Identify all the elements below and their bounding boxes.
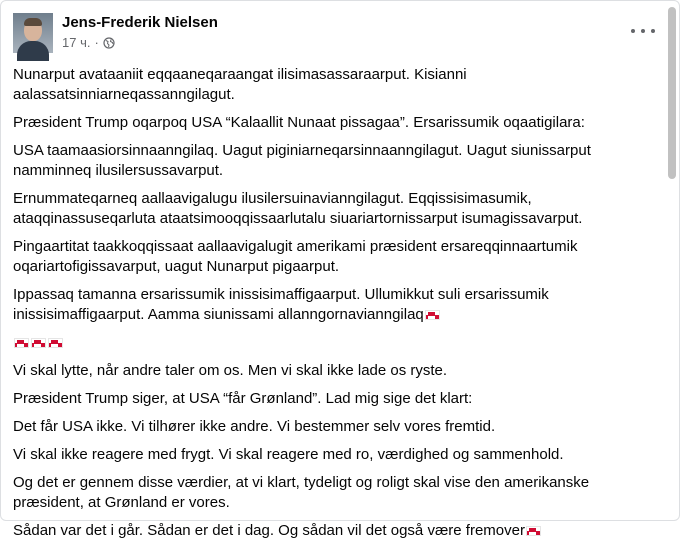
paragraph-10: Vi skal ikke reagere med frygt. Vi skal reagere med ro, værdighed og sammenhold. <box>13 446 564 463</box>
greenland-flag-icon <box>48 338 63 348</box>
paragraph-7: Vi skal lytte, når andre taler om os. Men vi skal ikke lade os ryste. <box>13 362 448 379</box>
author-name[interactable]: Jens-Frederik Nielsen <box>62 14 218 31</box>
paragraph-6-text: Ippassaq tamanna ersarissumik inissisimaffigaarput. Ullumikkut suli ersarissumik inissisimaffigaarput. Aamma siunissami allanngornavianngilaq <box>13 286 549 323</box>
post-content <box>13 65 663 549</box>
scrollbar[interactable] <box>668 7 676 179</box>
meta-separator: · <box>94 35 99 50</box>
paragraph-2: Præsident Trump oqarpoq USA “Kalaallit Nunaat pissagaa”. Ersarissumik oqaatigilara: <box>13 114 585 131</box>
paragraph-4: Ernummateqarneq aallaavigalugu ilusilersuinavianngilagut. Eqqissisimasumik, ataqqinassuseqarluta ataatsimooqqissaarlutalu siuariartornissarput isumagissavarput. <box>13 190 583 227</box>
more-options-icon[interactable] <box>631 23 655 39</box>
paragraph-12 <box>13 521 663 541</box>
paragraph-9: Det får USA ikke. Vi tilhører ikke andre. Vi bestemmer selv vores fremtid. <box>13 418 496 435</box>
paragraph-1: Nunarput avataaniit eqqaaneqaraangat ilisimasassaraarput. Kisianni aalassatsinniarneqassanngilagut. <box>13 66 467 103</box>
post-meta <box>62 13 218 50</box>
paragraph-11: Og det er gennem disse værdier, at vi klart, tydeligt og roligt skal vise den amerikanske præsident, at Grønland er vores. <box>13 474 590 511</box>
paragraph-5: Pingaartitat taakkoqqissaat aallaavigalugit amerikami præsident ersareqqinnaartumik oqariartofigissavarput, uagut Nunarput pigaarput. <box>13 238 578 275</box>
greenland-flag-icon <box>526 526 541 536</box>
greenland-flag-icon <box>425 310 440 320</box>
avatar[interactable] <box>13 13 53 53</box>
paragraph-12-text: Sådan var det i går. Sådan er det i dag. Og sådan vil det også være fremover <box>13 522 525 539</box>
post-time-row <box>62 35 218 50</box>
paragraph-6 <box>13 285 663 325</box>
greenland-flag-icon <box>31 338 46 348</box>
paragraph-8: Præsident Trump siger, at USA “får Grønland”. Lad mig sige det klart: <box>13 390 473 407</box>
paragraph-3: USA taamaasiorsinnaanngilaq. Uagut piginiarneqarsinnaanngilagut. Uagut siunissarput namminneq ilusilersussavarput. <box>13 142 591 179</box>
post-timestamp[interactable]: 17 ч. <box>62 35 91 50</box>
post-header <box>13 13 218 53</box>
globe-icon <box>103 37 115 49</box>
flag-row <box>13 333 663 353</box>
greenland-flag-icon <box>14 338 29 348</box>
